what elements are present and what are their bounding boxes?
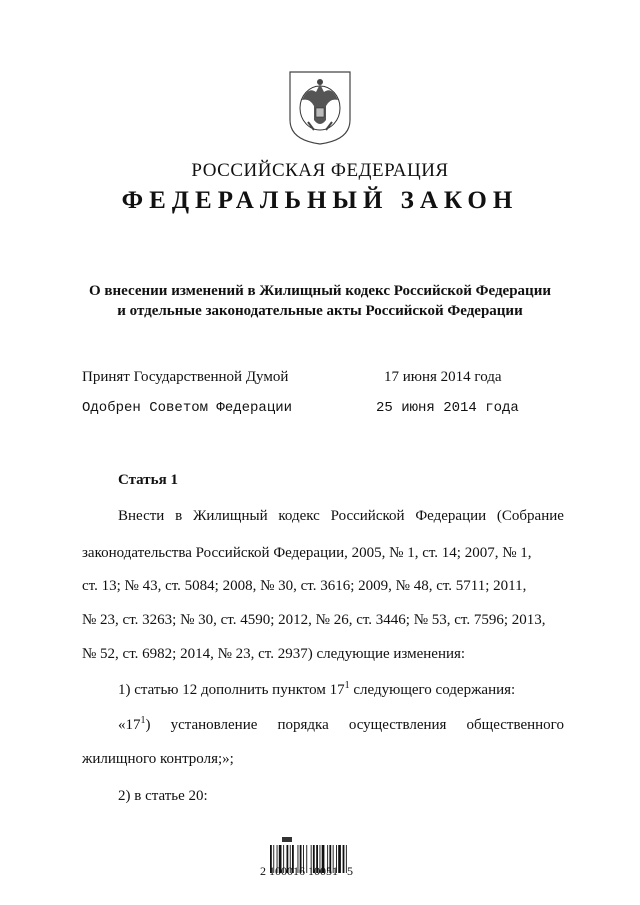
- document-type-heading: ФЕДЕРАЛЬНЫЙ ЗАКОН: [121, 187, 519, 214]
- council-approval-date: 25 июня 2014 года: [376, 400, 519, 416]
- item-1: [118, 682, 600, 699]
- quote-word: порядка: [277, 717, 329, 733]
- intro-word: (Собрание: [496, 508, 564, 524]
- quote-close: ): [145, 717, 151, 733]
- quote-word: установление: [170, 717, 258, 733]
- intro-line: № 52, ст. 6982; 2014, № 23, ст. 2937) следующие изменения:: [82, 646, 466, 662]
- barcode-number: 2 100016 10051 5: [260, 864, 353, 878]
- coat-of-arms-emblem: [286, 70, 354, 146]
- intro-line: законодательства Российской Федерации, 2005, № 1, ст. 14; 2007, № 1,: [82, 545, 532, 561]
- law-title-line: и отдельные законодательные акты Российской Федерации: [117, 303, 523, 319]
- quote-word: общественного: [466, 717, 564, 733]
- intro-line: [118, 508, 564, 525]
- intro-word: кодекс: [278, 508, 320, 524]
- quote-sup: 1: [140, 715, 146, 726]
- intro-word: Федерации: [415, 508, 487, 524]
- article-title: Статья 1: [118, 472, 178, 488]
- intro-word: в: [175, 508, 183, 524]
- intro-line: ст. 13; № 43, ст. 5084; 2008, № 30, ст. 3616; 2009, № 48, ст. 5711; 2011,: [82, 578, 527, 594]
- quote-open: «17: [118, 717, 141, 733]
- quote-line: [118, 717, 564, 734]
- country-heading: РОССИЙСКАЯ ФЕДЕРАЦИЯ: [191, 160, 449, 181]
- intro-word: Внести: [118, 508, 165, 524]
- barcode-mark: [282, 837, 292, 842]
- council-approval-label: Одобрен Советом Федерации: [82, 400, 293, 416]
- duma-adoption-date: 17 июня 2014 года: [384, 369, 502, 385]
- item-1-text: 1) статью 12 дополнить пунктом 17: [118, 682, 345, 698]
- intro-word: Российской: [330, 508, 405, 524]
- intro-word: Жилищный: [192, 508, 268, 524]
- law-title: [0, 281, 640, 321]
- item-2: 2) в статье 20:: [118, 788, 208, 804]
- quote-word: осуществления: [348, 717, 447, 733]
- intro-line: № 23, ст. 3263; № 30, ст. 4590; 2012, № 26, ст. 3446; № 53, ст. 7596; 2013,: [82, 612, 546, 628]
- law-title-line: О внесении изменений в Жилищный кодекс Российской Федерации: [89, 283, 551, 299]
- item-1-text-end: следующего содержания:: [349, 682, 516, 698]
- item-1-sup: 1: [344, 680, 350, 691]
- quote-line-2: жилищного контроля;»;: [82, 751, 234, 767]
- quote-point-number: [118, 717, 151, 734]
- duma-adoption-label: Принят Государственной Думой: [82, 369, 289, 385]
